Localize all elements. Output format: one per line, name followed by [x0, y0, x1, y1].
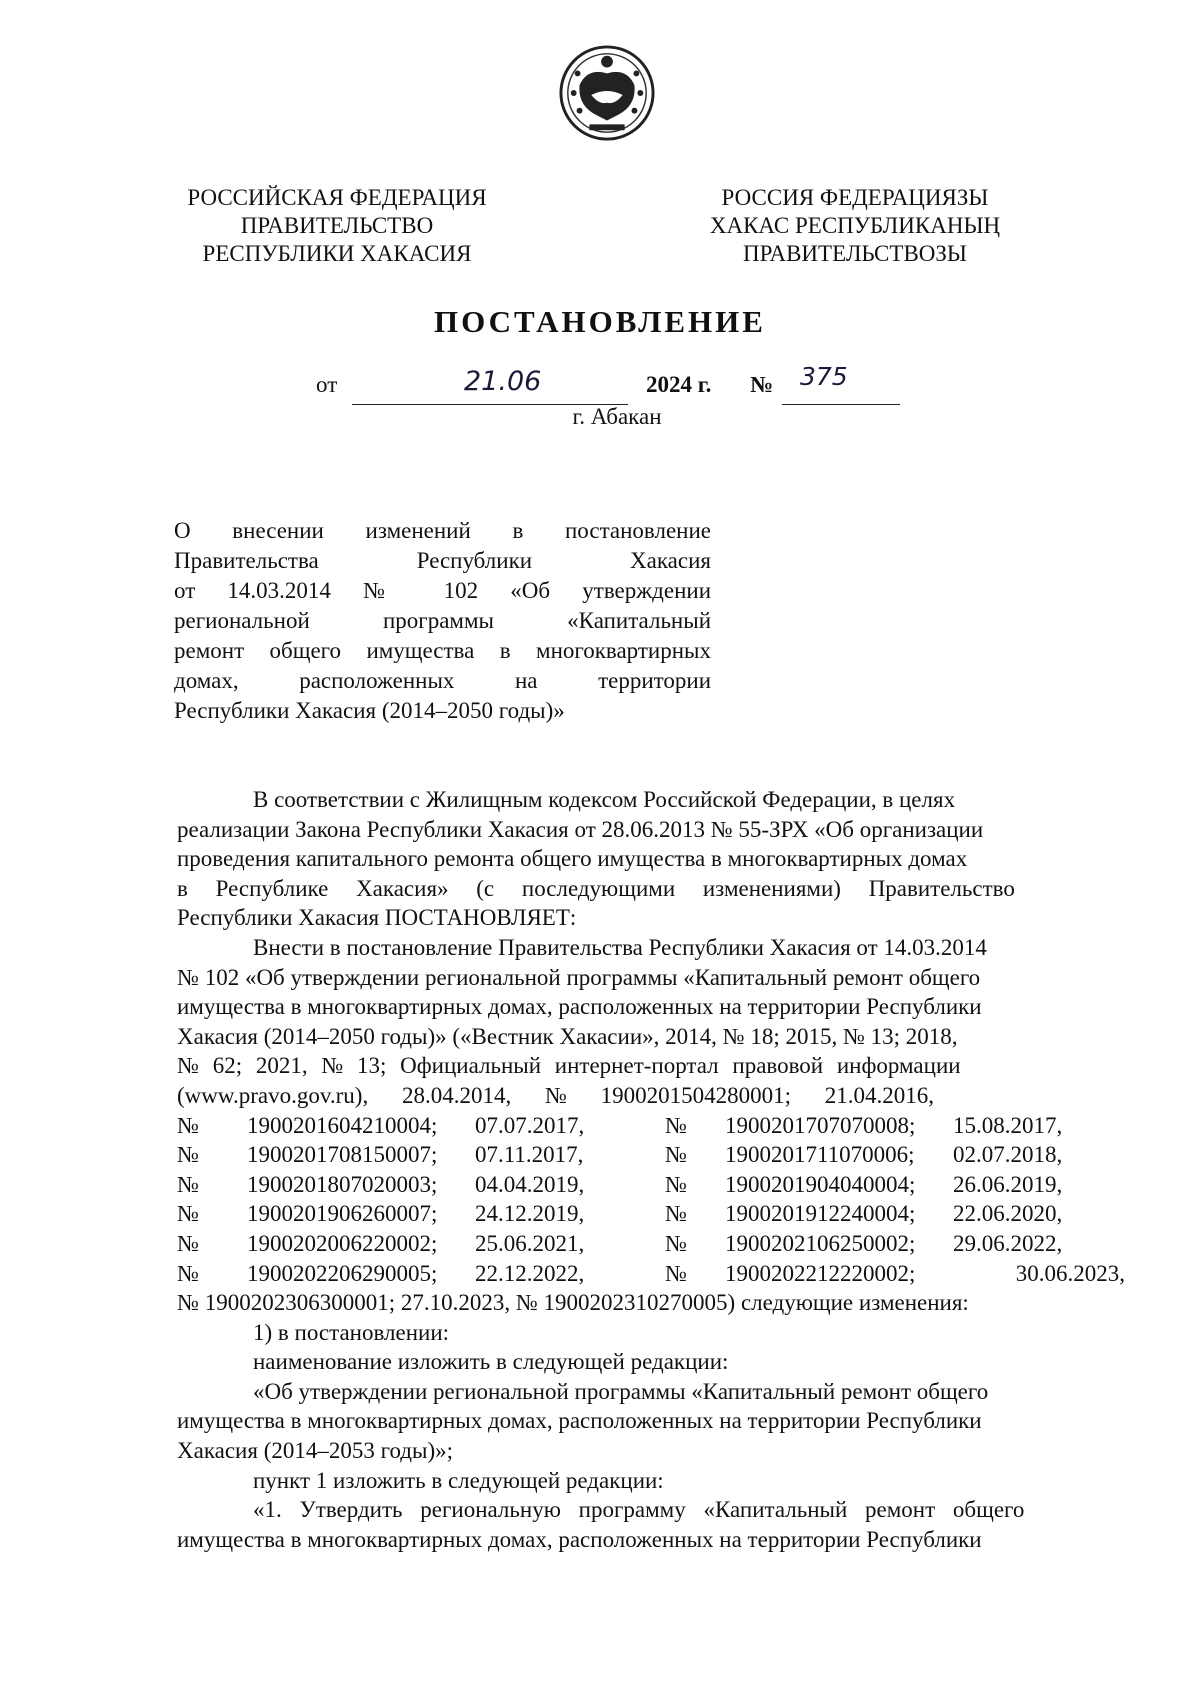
grid-cell: 1900202206290005;: [247, 1260, 438, 1286]
document-subject: [174, 516, 711, 726]
subject-line: от 14.03.2014 № 102 «Об утверждении: [174, 578, 711, 603]
subject-line: домах, расположенных на территории: [174, 668, 711, 693]
body-line: № 102 «Об утверждении региональной программы «Капитальный ремонт общего: [177, 964, 981, 990]
grid-cell: 1900202006220002;: [247, 1230, 438, 1256]
body-line: «1. Утвердить региональную программу «Капитальный ремонт общего: [253, 1497, 1025, 1523]
grid-cell: 26.06.2019,: [953, 1171, 1063, 1197]
grid-cell: 07.11.2017,: [475, 1142, 584, 1168]
subject-line: Правительства Республики Хакасия: [174, 548, 711, 573]
body-line: «Об утверждении региональной программы «Капитальный ремонт общего: [253, 1378, 989, 1404]
city-label: г. Абакан: [572, 404, 662, 429]
from-label: от: [316, 372, 338, 397]
header-left-block: [172, 184, 502, 268]
grid-cell: 1900201711070006;: [725, 1142, 915, 1168]
grid-cell: 29.06.2022,: [953, 1230, 1063, 1256]
grid-cell: №: [177, 1230, 199, 1256]
handwritten-number: 375: [800, 362, 848, 391]
body-line: В соответствии с Жилищным кодексом Российской Федерации, в целях: [253, 787, 956, 812]
registration-numbers-grid: [177, 1111, 1125, 1289]
body-line: Хакасия (2014–2050 годы)» («Вестник Хакасии», 2014, № 18; 2015, № 13; 2018,: [177, 1023, 958, 1049]
body-line: Внести в постановление Правительства Республики Хакасия от 14.03.2014: [253, 934, 987, 960]
header-left-line: РОССИЙСКАЯ ФЕДЕРАЦИЯ: [187, 185, 487, 210]
body-line: пункт 1 изложить в следующей редакции:: [253, 1467, 664, 1493]
grid-cell: 1900202212220002;: [725, 1260, 916, 1286]
grid-cell: №: [665, 1260, 687, 1286]
grid-cell: 02.07.2018,: [953, 1142, 1063, 1168]
header-left-line: РЕСПУБЛИКИ ХАКАСИЯ: [202, 241, 472, 266]
subject-line: ремонт общего имущества в многоквартирных: [174, 638, 711, 663]
year-label: 2024 г.: [646, 372, 712, 397]
grid-cell: 1900201904040004;: [725, 1171, 916, 1197]
grid-cell: 15.08.2017,: [953, 1112, 1063, 1138]
body-line: реализации Закона Республики Хакасия от 28.06.2013 № 55-ЗРХ «Об организации: [177, 816, 984, 842]
body-line: Республики Хакасия ПОСТАНОВЛЯЕТ:: [177, 905, 577, 931]
subject-line: О внесении изменений в постановление: [174, 518, 711, 543]
grid-cell: 22.12.2022,: [475, 1260, 585, 1286]
header-right-line: ПРАВИТЕЛЬСТВОЗЫ: [743, 241, 967, 266]
grid-cell: №: [177, 1260, 199, 1286]
grid-cell: №: [177, 1142, 199, 1168]
header-right-line: ХАКАС РЕСПУБЛИКАНЫҢ: [709, 213, 1001, 238]
document-type-title: ПОСТАНОВЛЕНИЕ: [434, 304, 766, 339]
body-line: Хакасия (2014–2053 годы)»;: [177, 1438, 454, 1464]
header-right-block: [680, 184, 1030, 268]
grid-cell: 04.04.2019,: [475, 1171, 585, 1197]
body-line: имущества в многоквартирных домах, расположенных на территории Республики: [177, 994, 982, 1020]
subject-line: Республики Хакасия (2014–2050 годы)»: [174, 698, 565, 723]
body-line: наименование изложить в следующей редакции:: [253, 1349, 729, 1375]
handwritten-date: 21.06: [464, 366, 542, 397]
body-line: 1) в постановлении:: [253, 1319, 450, 1345]
grid-cell: №: [177, 1112, 199, 1138]
grid-cell: №: [177, 1201, 199, 1227]
number-label: №: [750, 372, 774, 397]
grid-cell: 30.06.2023,: [1015, 1260, 1125, 1286]
body-line: № 1900202306300001; 27.10.2023, № 1900202310270005) следующие изменения:: [177, 1290, 969, 1316]
grid-cell: 1900201707070008;: [725, 1112, 916, 1138]
body-line: имущества в многоквартирных домах, расположенных на территории Республики: [177, 1408, 982, 1434]
grid-cell: №: [665, 1171, 687, 1197]
body-line: в Республике Хакасия» (с последующими изменениями) Правительство: [177, 875, 1015, 901]
body-line: проведения капитального ремонта общего имущества в многоквартирных домах: [177, 846, 968, 872]
grid-cell: 24.12.2019,: [475, 1201, 585, 1227]
grid-cell: №: [665, 1201, 687, 1227]
subject-line: региональной программы «Капитальный: [174, 608, 711, 633]
grid-cell: 1900201604210004;: [247, 1112, 438, 1138]
grid-cell: 25.06.2021,: [475, 1230, 585, 1256]
document-body: [177, 785, 1125, 1554]
grid-cell: №: [177, 1171, 199, 1197]
grid-cell: №: [665, 1230, 687, 1256]
grid-cell: 1900201708150007;: [247, 1142, 438, 1168]
grid-cell: 1900201912240004;: [725, 1201, 916, 1227]
grid-cell: №: [665, 1142, 687, 1168]
body-line: имущества в многоквартирных домах, расположенных на территории Республики: [177, 1526, 982, 1552]
body-line: (www.pravo.gov.ru), 28.04.2014, № 1900201504280001; 21.04.2016,: [177, 1082, 935, 1108]
grid-cell: 07.07.2017,: [475, 1112, 585, 1138]
coat-of-arms-emblem: [558, 44, 656, 142]
grid-cell: 1900201807020003;: [247, 1171, 438, 1197]
header-right-line: РОССИЯ ФЕДЕРАЦИЯЗЫ: [721, 185, 989, 210]
grid-cell: 1900202106250002;: [725, 1230, 916, 1256]
grid-cell: №: [665, 1112, 687, 1138]
header-left-line: ПРАВИТЕЛЬСТВО: [240, 213, 434, 238]
grid-cell: 1900201906260007;: [247, 1201, 438, 1227]
body-line: № 62; 2021, № 13; Официальный интернет-портал правовой информации: [177, 1053, 961, 1079]
grid-cell: 22.06.2020,: [953, 1201, 1063, 1227]
